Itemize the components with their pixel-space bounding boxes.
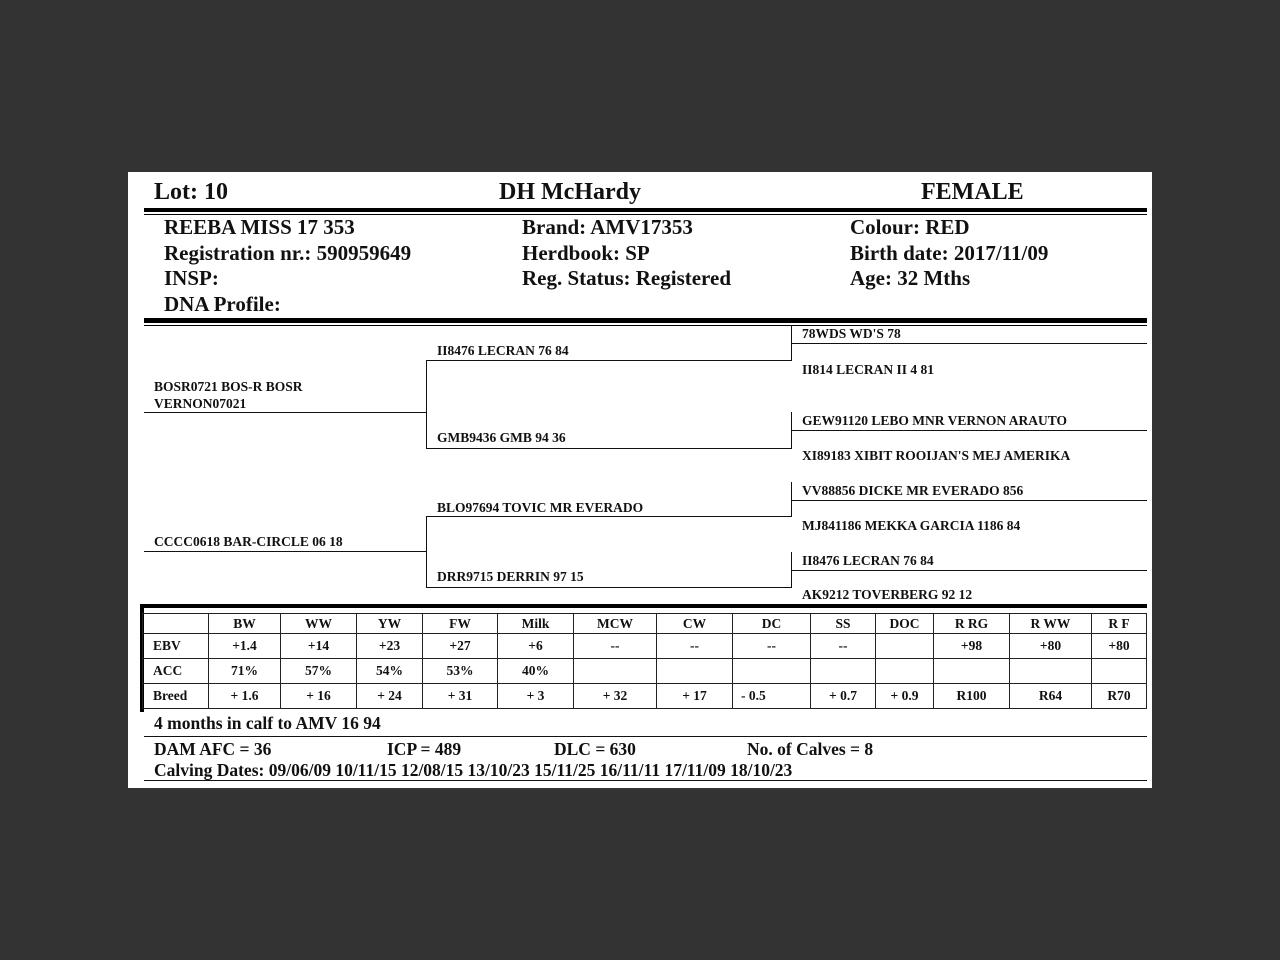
animal-name: REEBA MISS 17 353 [164,215,355,239]
ebv-table [142,613,1147,709]
row-label: EBV [143,634,209,659]
icp-value: ICP = 489 [387,739,462,759]
herdbook-field: Herdbook: SP [522,240,650,265]
acc-row [143,659,1147,684]
acc-cell [1010,659,1092,684]
colour-field: Colour: RED [850,215,970,239]
dam-bracket [426,516,427,588]
col-header: YW [357,614,423,634]
col-header: DC [733,614,811,634]
calves-count: No. of Calves = 8 [747,739,874,759]
ebv-cell: +80 [1010,634,1092,659]
pedigree-sire [154,378,303,412]
col-header: R F [1092,614,1147,634]
sire-dam-line [426,448,792,449]
row-label: Breed [143,684,209,709]
dam-sire-line [426,516,792,517]
col-header: FW [423,614,498,634]
gen3-ancestor: GEW91120 LEBO MNR VERNON ARAUTO [802,413,1068,428]
acc-cell: 71% [209,659,281,684]
footer-bottom-rule [144,780,1147,781]
sire-line-1: BOSR0721 BOS-R BOSR [154,379,303,394]
pedigree-dam-dam: DRR9715 DERRIN 97 15 [437,569,584,584]
animal-info-col1 [164,215,411,317]
breed-cell: R64 [1010,684,1092,709]
breed-cell: + 31 [423,684,498,709]
animal-card [128,172,1152,788]
lot-number: Lot: 10 [154,179,228,205]
ebv-cell [876,634,934,659]
breed-cell: R70 [1092,684,1147,709]
col-header: MCW [574,614,657,634]
acc-cell: 53% [423,659,498,684]
breeder-name: DH McHardy [499,179,641,205]
ebv-cell: -- [657,634,733,659]
breed-cell: + 16 [281,684,357,709]
gen3-ancestor: AK9212 TOVERBERG 92 12 [802,587,973,602]
breed-cell: + 0.7 [811,684,876,709]
registration-number: Registration nr.: 590959649 [164,240,412,265]
sire-line [144,412,427,413]
col-header: WW [281,614,357,634]
breed-cell: - 0.5 [733,684,811,709]
col-header: R WW [1010,614,1092,634]
breed-cell: + 1.6 [209,684,281,709]
footer-rule [144,736,1147,737]
ebv-cell: +6 [498,634,574,659]
ebv-cell: -- [811,634,876,659]
gen3-line [791,500,1147,501]
dam-afc: DAM AFC = 36 [154,739,272,759]
birth-date-field: Birth date: 2017/11/09 [850,240,1049,265]
animal-info-col3 [850,215,1048,292]
ebv-cell: -- [574,634,657,659]
col-header: Milk [498,614,574,634]
gen3-ancestor: II8476 LECRAN 76 84 [802,553,934,568]
acc-cell [733,659,811,684]
col-header [143,614,209,634]
gen3-ancestor: VV88856 DICKE MR EVERADO 856 [802,483,1024,498]
sire-sire-line [426,360,792,361]
calf-note: 4 months in calf to AMV 16 94 [154,713,381,733]
acc-cell [934,659,1010,684]
ebv-cell: -- [733,634,811,659]
brand-field: Brand: AMV17353 [522,215,693,239]
sire-line-2: VERNON07021 [154,396,247,411]
ebv-cell: +27 [423,634,498,659]
acc-cell: 54% [357,659,423,684]
acc-cell: 40% [498,659,574,684]
breed-cell: + 32 [574,684,657,709]
ebv-cell: +23 [357,634,423,659]
breed-cell: + 24 [357,684,423,709]
insp-field: INSP: [164,266,219,290]
gen3-ancestor: II814 LECRAN II 4 81 [802,362,935,377]
gen3-ancestor: 78WDS WD'S 78 [802,326,901,341]
info-rule-thick [144,318,1147,323]
gen3-ancestor: MJ841186 MEKKA GARCIA 1186 84 [802,518,1021,533]
acc-cell: 57% [281,659,357,684]
ebv-header-row [143,614,1147,634]
gen3-line [791,430,1147,431]
acc-cell [657,659,733,684]
col-header: SS [811,614,876,634]
sire-bracket [426,361,427,449]
info-rule-thin [144,325,1147,326]
acc-cell [574,659,657,684]
acc-cell [876,659,934,684]
calving-dates: Calving Dates: 09/06/09 10/11/15 12/08/15 13/10/23 15/11/25 16/11/11 17/11/09 18/10/23 [154,760,793,780]
ebv-cell: +80 [1092,634,1147,659]
pedigree-dam: CCCC0618 BAR-CIRCLE 06 18 [154,534,343,549]
gen3-ancestor: XI89183 XIBIT ROOIJAN'S MEJ AMERIKA [802,448,1071,463]
breed-cell: + 0.9 [876,684,934,709]
col-header: CW [657,614,733,634]
ebv-cell: +1.4 [209,634,281,659]
pedigree-sire-dam: GMB9436 GMB 94 36 [437,430,566,445]
animal-info-col2 [522,215,731,292]
dam-line [144,551,427,552]
breed-cell: + 17 [657,684,733,709]
gen3-line [791,343,1147,344]
sex-label: FEMALE [921,179,1024,205]
dna-profile-field: DNA Profile: [164,291,281,316]
dam-dam-line [426,587,792,588]
acc-cell [811,659,876,684]
breed-cell: + 3 [498,684,574,709]
age-field: Age: 32 Mths [850,266,971,290]
gen3-line [791,570,1147,571]
dlc-value: DLC = 630 [554,739,636,759]
row-label: ACC [143,659,209,684]
reg-status-field: Reg. Status: Registered [522,266,731,290]
pedigree-dam-sire: BLO97694 TOVIC MR EVERADO [437,500,644,515]
col-header: R RG [934,614,1010,634]
acc-cell [1092,659,1147,684]
ebv-cell: +14 [281,634,357,659]
ebv-cell: +98 [934,634,1010,659]
col-header: BW [209,614,281,634]
table-rule-thick [140,604,1147,608]
breed-row [143,684,1147,709]
ebv-row [143,634,1147,659]
breed-cell: R100 [934,684,1010,709]
col-header: DOC [876,614,934,634]
header-rule-thick [144,208,1147,212]
pedigree-sire-sire: II8476 LECRAN 76 84 [437,343,569,358]
